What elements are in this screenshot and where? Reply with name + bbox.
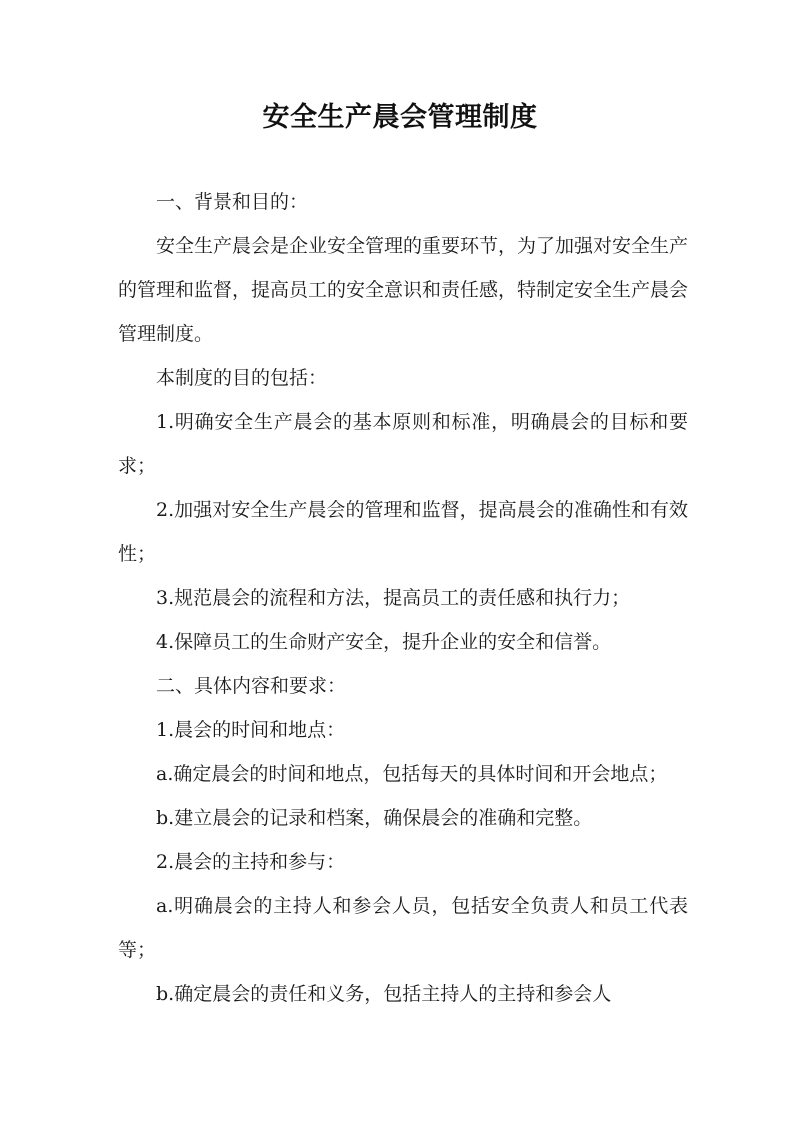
document-body	[118, 180, 688, 1016]
purpose-item-3: 3.规范晨会的流程和方法，提高员工的责任感和执行力；	[156, 587, 631, 609]
purpose-item-1: 1.明确安全生产晨会的基本原则和标准，明确晨会的目标和要求；	[118, 411, 688, 477]
item-time-place-b: b.建立晨会的记录和档案，确保晨会的准确和完整。	[156, 807, 593, 829]
subsection-host-participants: 2.晨会的主持和参与：	[156, 851, 346, 873]
item-host-b: b.确定晨会的责任和义务，包括主持人的主持和参会人	[156, 983, 612, 1005]
section-heading-background: 一、背景和目的：	[156, 191, 309, 213]
paragraph-purpose-lead: 本制度的目的包括：	[156, 367, 328, 389]
item-time-place-a: a.确定晨会的时间和地点，包括每天的具体时间和开会地点；	[156, 763, 668, 785]
section-heading-content: 二、具体内容和要求：	[156, 675, 347, 697]
purpose-item-2: 2.加强对安全生产晨会的管理和监督，提高晨会的准确性和有效性；	[118, 499, 688, 565]
document-title: 安全生产晨会管理制度	[262, 102, 538, 133]
paragraph-intro: 安全生产晨会是企业安全管理的重要环节，为了加强对安全生产的管理和监督，提高员工的安全意识和责任感，特制定安全生产晨会管理制度。	[118, 235, 689, 345]
item-host-a: a.明确晨会的主持人和参会人员，包括安全负责人和员工代表等；	[118, 895, 688, 961]
purpose-item-4: 4.保障员工的生命财产安全，提升企业的安全和信誉。	[156, 631, 612, 653]
subsection-time-place: 1.晨会的时间和地点：	[156, 719, 346, 741]
